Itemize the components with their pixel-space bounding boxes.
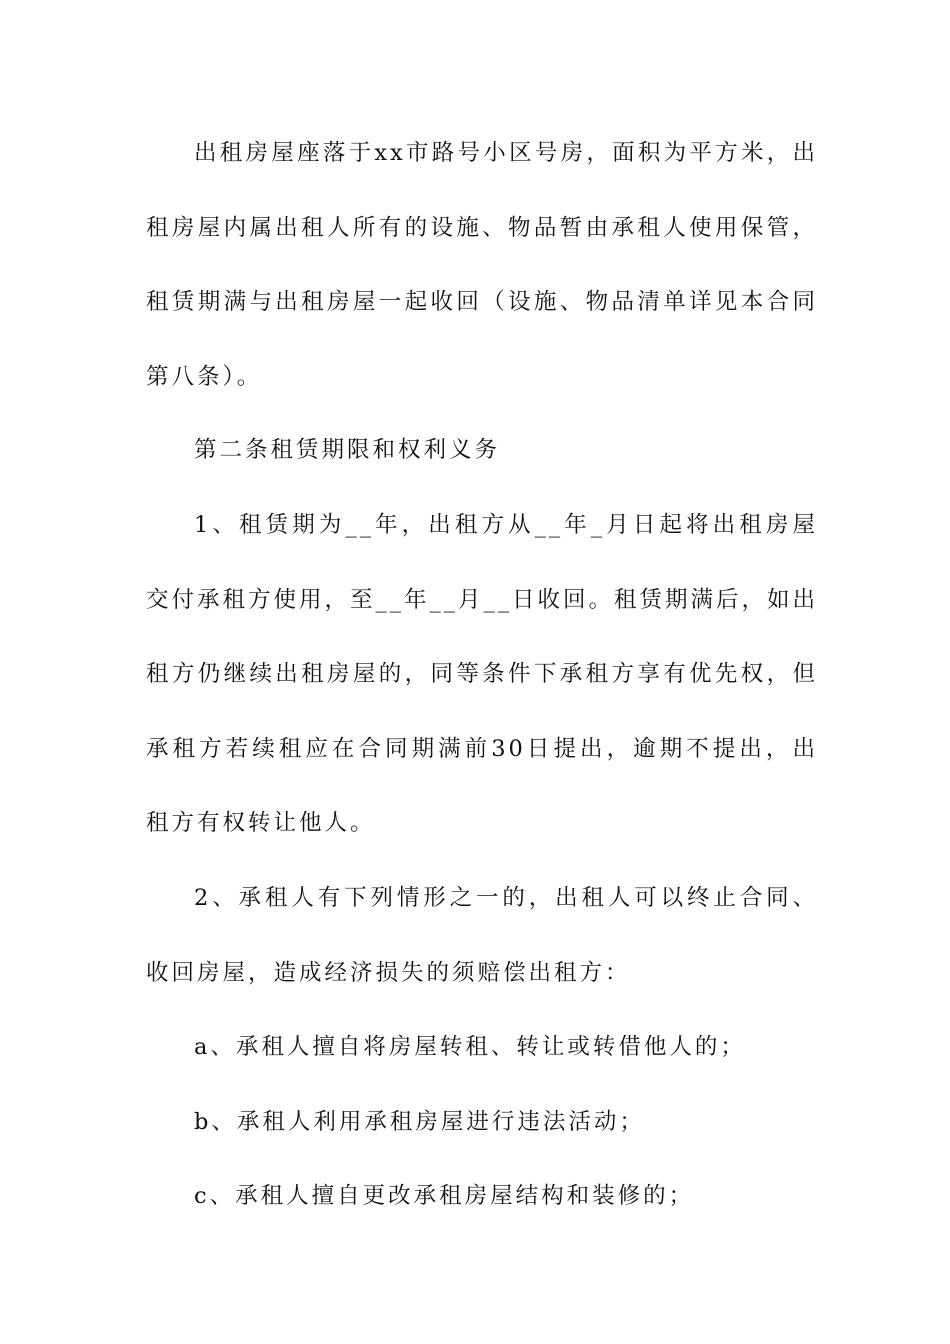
paragraph-lease-term: 1、租赁期为__年，出租方从__年_月日起将出租房屋交付承租方使用，至__年__月__日收回。租赁期满后，如出租方仍继续出租房屋的，同等条件下承租方享有优先权，但承租方若续租应在合同期满前30日提出，逾期不提出，出租方有权转让他人。 — [146, 512, 819, 836]
section-heading-article-2: 第二条租赁期限和权利义务 — [194, 437, 501, 463]
list-item-b: b、承租人利用承租房屋进行违法活动； — [194, 1109, 645, 1135]
list-item-a: a、承租人擅自将房屋转租、转让或转借他人的； — [194, 1034, 746, 1060]
paragraph-termination-conditions: 2、承租人有下列情形之一的，出租人可以终止合同、收回房屋，造成经济损失的须赔偿出租方： — [146, 885, 818, 986]
list-item-c: c、承租人擅自更改承租房屋结构和装修的； — [194, 1183, 695, 1209]
paragraph-premises: 出租房屋座落于xx市路号小区号房，面积为平方米，出租房屋内属出租人所有的设施、物品暂由承租人使用保管，租赁期满与出租房屋一起收回（设施、物品清单详见本合同第八条）。 — [146, 140, 818, 390]
